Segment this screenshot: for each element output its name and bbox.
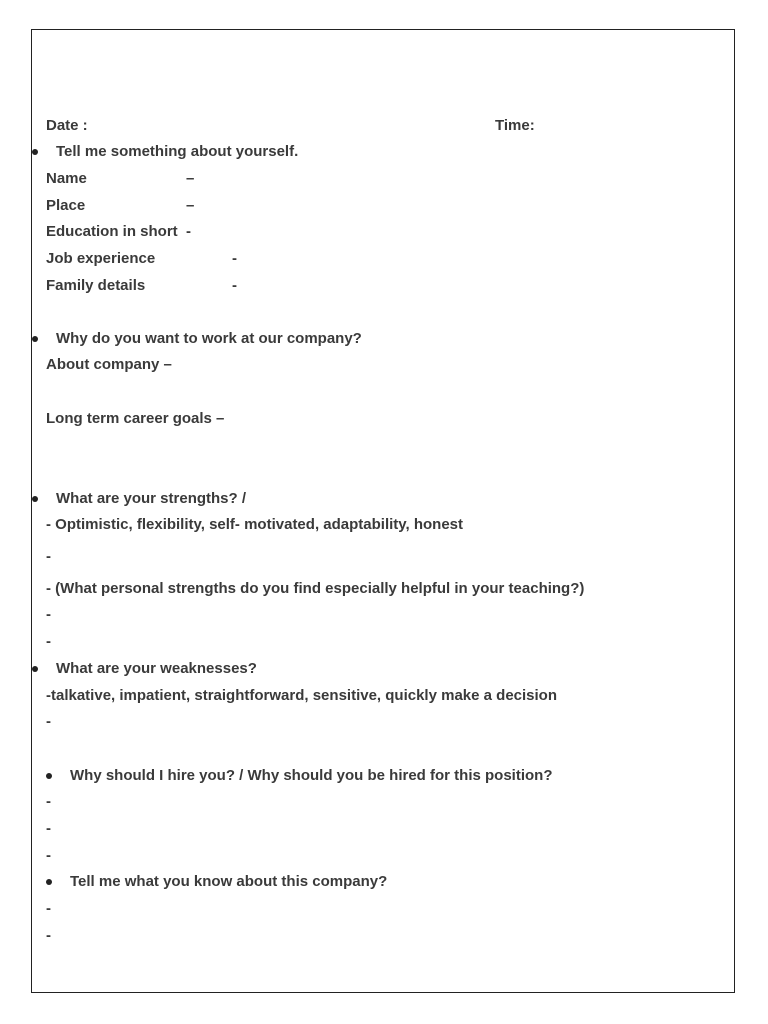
question-why-company: Why do you want to work at our company? xyxy=(56,330,362,347)
time-label: Time: xyxy=(495,117,535,134)
page-frame xyxy=(31,29,735,993)
hire-line: - xyxy=(46,793,51,810)
field-label-education: Education in short xyxy=(46,223,178,240)
field-sep-family-details: - xyxy=(232,277,237,294)
date-label: Date : xyxy=(46,117,88,134)
strengths-line: - (What personal strengths do you find especially helpful in your teaching?) xyxy=(46,580,585,597)
bullet-icon xyxy=(32,666,38,672)
field-sep-name: – xyxy=(186,170,195,187)
strengths-line: - xyxy=(46,606,51,623)
bullet-icon xyxy=(32,336,38,342)
field-sep-job-experience: - xyxy=(232,250,237,267)
career-goals-line: Long term career goals – xyxy=(46,410,225,427)
weaknesses-line: -talkative, impatient, straightforward, sensitive, quickly make a decision xyxy=(46,687,558,704)
question-know-company: Tell me what you know about this company? xyxy=(70,873,388,890)
strengths-line: - Optimistic, flexibility, self- motivated, adaptability, honest xyxy=(46,516,464,533)
strengths-line: - xyxy=(46,548,51,565)
hire-line: - xyxy=(46,847,51,864)
field-label-family-details: Family details xyxy=(46,277,146,294)
hire-line: - xyxy=(46,820,51,837)
bullet-icon xyxy=(32,149,38,155)
bullet-icon xyxy=(46,773,52,779)
know-company-line: - xyxy=(46,927,51,944)
question-why-hire: Why should I hire you? / Why should you be hired for this position? xyxy=(70,767,553,784)
about-company-line: About company – xyxy=(46,356,172,373)
question-strengths: What are your strengths? / xyxy=(56,490,247,507)
field-sep-education: - xyxy=(186,223,191,240)
know-company-line: - xyxy=(46,900,51,917)
bullet-icon xyxy=(32,496,38,502)
field-label-job-experience: Job experience xyxy=(46,250,156,267)
strengths-line: - xyxy=(46,633,51,650)
question-about-yourself: Tell me something about yourself. xyxy=(56,143,299,160)
field-label-name: Name xyxy=(46,170,87,187)
field-label-place: Place xyxy=(46,197,86,214)
weaknesses-line: - xyxy=(46,713,51,730)
bullet-icon xyxy=(46,879,52,885)
field-sep-place: – xyxy=(186,197,195,214)
question-weaknesses: What are your weaknesses? xyxy=(56,660,257,677)
